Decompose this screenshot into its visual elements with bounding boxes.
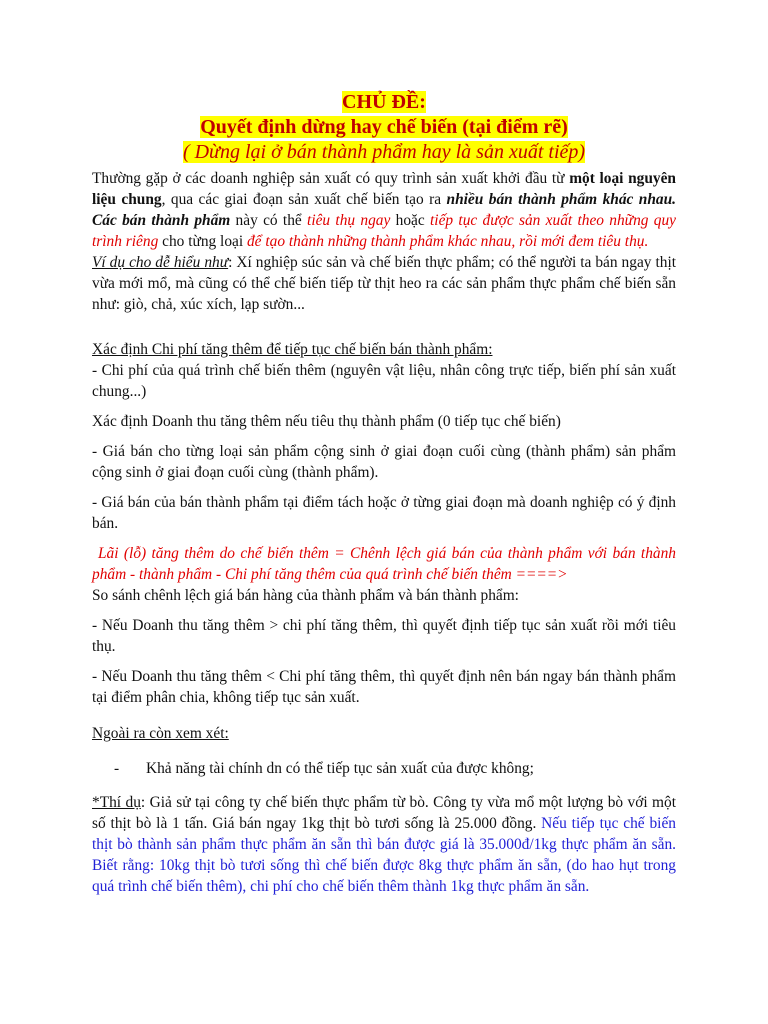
compare-line: So sánh chênh lệch giá bán hàng của thành phẩm và bán thành phẩm:: [92, 587, 519, 604]
document-page: [92, 90, 676, 897]
revenue-item-2: - Giá bán của bán thành phẩm tại điểm tách hoặc ở từng giai đoạn mà doanh nghiệp có ý định bán.: [92, 494, 676, 532]
example-paragraph: Ví dụ cho dễ hiểu như: Xí nghiệp súc sản và chế biến thực phẩm; có thể người ta bán ngay thịt vừa mới mổ, mà cũng có thể chế biến tiếp từ thịt heo ra các sản phẩm thực phẩm chế biến sẵn như: giò, chả, xúc xích, lạp sườn...: [92, 254, 677, 313]
example-label: Ví dụ cho dễ hiểu như: [92, 254, 229, 271]
revenue-heading: Xác định Doanh thu tăng thêm nếu tiêu thụ thành phẩm (0 tiếp tục chế biến): [92, 413, 561, 430]
profit-formula: Lãi (lỗ) tăng thêm do chế biến thêm = Chênh lệch giá bán của thành phẩm với bán thành phẩm - thành phẩm - Chi phí tăng thêm của quá trình chế biến thêm ====>: [92, 545, 676, 583]
bullet-dash: -: [114, 760, 120, 777]
case-label: *Thí dụ: [92, 794, 141, 811]
topic-title: Quyết định dừng hay chế biến (tại điểm rẽ): [200, 116, 568, 138]
other-heading: Ngoài ra còn xem xét:: [92, 725, 229, 742]
topic-label: CHỦ ĐỀ:: [342, 91, 426, 113]
bullet-text: Khả năng tài chính dn có thể tiếp tục sản xuất của được không;: [146, 760, 534, 777]
intro-paragraph: Thường gặp ở các doanh nghiệp sản xuất có quy trình sản xuất khởi đầu từ một loại nguyên liệu chung, qua các giai đoạn sản xuất chế biến tạo ra nhiều bán thành phẩm khác nhau. Các bán thành phẩm này có thể tiêu thụ ngay hoặc tiếp tục được sản xuất theo những quy trình riêng cho từng loại để tạo thành những thành phẩm khác nhau, rồi mới đem tiêu thụ.: [92, 170, 676, 250]
other-bullet: [92, 758, 676, 779]
decision-1: - Nếu Doanh thu tăng thêm > chi phí tăng thêm, thì quyết định tiếp tục sản xuất rồi mới tiêu thụ.: [92, 617, 676, 655]
cost-item: - Chi phí của quá trình chế biến thêm (nguyên vật liệu, nhân công trực tiếp, biến phí sản xuất chung...): [92, 362, 676, 400]
revenue-item-1: - Giá bán cho từng loại sản phẩm cộng sinh ở giai đoạn cuối cùng (thành phẩm) sản phẩm cộng sinh ở giai đoạn cuối cùng (thành phẩm).: [92, 443, 676, 481]
title-block: [92, 90, 676, 165]
example-case-paragraph: *Thí dụ: Giả sử tại công ty chế biến thực phẩm từ bò. Công ty vừa mổ một lượng bò với một số thịt bò là 1 tấn. Giá bán ngay 1kg thịt bò tươi sống là 25.000 đồng. Nếu tiếp tục chế biến thịt bò thành sản phẩm thực phẩm ăn sẵn thì bán được giá là 35.000đ/1kg thực phẩm ăn sẵn. Biết rằng: 10kg thịt bò tươi sống thì chế biến được 8kg thực phẩm ăn sẵn, (do hao hụt trong quá trình chế biến thêm), chi phí cho chế biến thêm thành 1kg thực phẩm ăn sẵn.: [92, 794, 676, 895]
decision-2: - Nếu Doanh thu tăng thêm < Chi phí tăng thêm, thì quyết định nên bán ngay bán thành phẩm tại điểm phân chia, không tiếp tục sản xuất.: [92, 668, 676, 706]
cost-heading: Xác định Chi phí tăng thêm để tiếp tục chế biến bán thành phẩm:: [92, 341, 493, 358]
topic-subtitle: ( Dừng lại ở bán thành phẩm hay là sản xuất tiếp): [182, 141, 586, 163]
